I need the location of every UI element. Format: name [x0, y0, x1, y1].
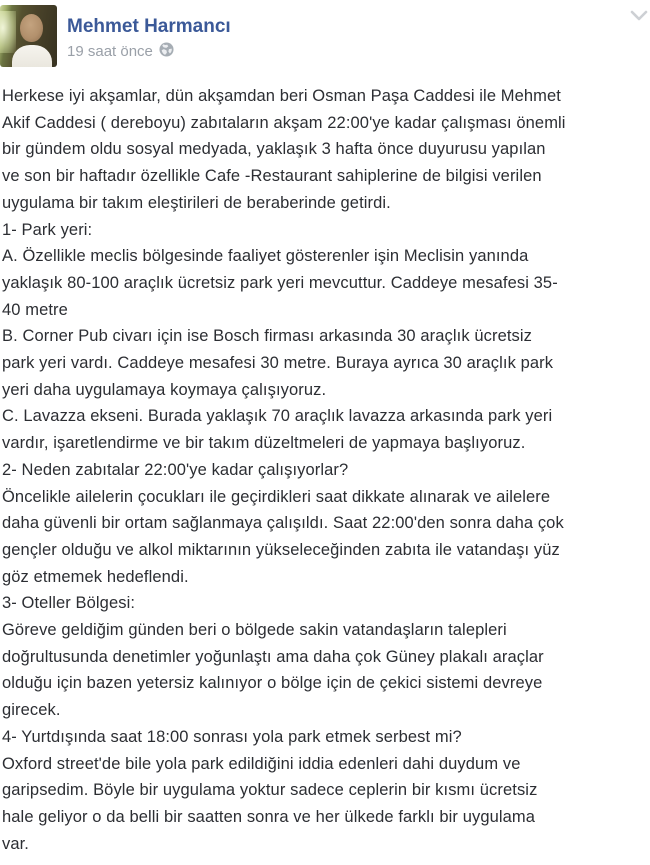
post-text-line: bir gündem oldu sosyal medyada, yaklaşık 3 hafta önce duyurusu yapılan — [2, 140, 546, 159]
post-timestamp[interactable]: 19 saat önce — [67, 42, 153, 60]
post-text-line: B. Corner Pub civarı için ise Bosch firması arkasında 30 araçlık ücretsiz — [2, 327, 532, 346]
post-text-line: girecek. — [2, 701, 61, 720]
post-text-line: park yeri vardı. Caddeye mesafesi 30 metre. Buraya ayrıca 30 araçlık park — [2, 354, 554, 373]
post-text — [2, 83, 650, 857]
post-text-line: A. Özellikle meclis bölgesinde faaliyet gösterenler işin Meclisin yanında — [2, 247, 529, 266]
post-meta[interactable] — [67, 41, 174, 61]
post-text-line: gençler olduğu ve alkol miktarının yükseleceğinden zabıta ile vatandaşı yüz — [2, 540, 560, 559]
post-text-line: var. — [2, 834, 29, 853]
post-text-line: Göreve geldiğim günden beri o bölgede sakin vatandaşların talepleri — [2, 621, 507, 640]
post-text-line: 4- Yurtdışında saat 18:00 sonrası yola park etmek serbest mi? — [2, 727, 462, 746]
post-header — [0, 0, 650, 83]
post-text-line: hale geliyor o da belli bir saatten sonra ve her ülkede farklı bir uygulama — [2, 807, 536, 826]
post-text-line: Öncelikle ailelerin çocukları ile geçirdikleri saat dikkate alınarak ve ailelere — [2, 487, 551, 506]
chevron-down-icon[interactable] — [630, 9, 648, 21]
post-text-line: 3- Oteller Bölgesi: — [2, 594, 136, 613]
avatar-photo-highlight — [0, 11, 16, 53]
author-name-link[interactable]: Mehmet Harmancı — [67, 16, 231, 37]
post-text-line: 1- Park yeri: — [2, 220, 93, 239]
post-text-line: ve son bir haftadır özellikle Cafe -Restaurant sahiplerine de bilgisi verilen — [2, 167, 542, 186]
post-text-line: göz etmemek hedeflendi. — [2, 567, 189, 586]
post-text-line: doğrultusunda denetimler yoğunlaştı ama daha çok Güney plakalı araçlar — [2, 647, 544, 666]
post-text-line: 2- Neden zabıtalar 22:00'ye kadar çalışıyorlar? — [2, 460, 349, 479]
post-text-line: Oxford street'de bile yola park edildiğini iddia edenleri dahi duydum ve — [2, 754, 521, 773]
post-text-line: 40 metre — [2, 300, 68, 319]
post-text-line: Herkese iyi akşamlar, dün akşamdan beri Osman Paşa Caddesi ile Mehmet — [2, 87, 561, 105]
avatar-photo-face — [20, 14, 43, 42]
avatar-photo-shirt — [12, 45, 52, 67]
cutoff-next-line-artifact — [0, 858, 650, 865]
post-text-line: daha güvenli bir ortam sağlanmaya çalışıldı. Saat 22:00'den sonra daha çok — [2, 514, 564, 533]
post-text-line: vardır, işaretlendirme ve bir takım düzeltmeleri de yapmaya başlıyoruz. — [2, 434, 526, 453]
globe-icon — [159, 42, 174, 61]
post-text-line: olduğu için bazen yetersiz kalınıyor o bölge için de çekici sistemi devreye — [2, 674, 543, 693]
post-text-line: uygulama bir takım eleştirileri de beraberinde getirdi. — [2, 193, 391, 212]
post-text-line: yaklaşık 80-100 araçlık ücretsiz park yeri mevcuttur. Caddeye mesafesi 35- — [2, 273, 558, 292]
post-text-line: Akif Caddesi ( dereboyu) zabıtaların akşam 22:00'ye kadar çalışması önemli — [2, 113, 566, 132]
post-text-line: garipsedim. Böyle bir uygulama yoktur sadece ceplerin bir kısmı ücretsiz — [2, 781, 538, 800]
post-text-line: yeri daha uygulamaya koymaya çalışıyoruz. — [2, 380, 327, 399]
post-text-line: C. Lavazza ekseni. Burada yaklaşık 70 araçlık lavazza arkasında park yeri — [2, 407, 553, 426]
profile-avatar[interactable] — [0, 5, 57, 67]
